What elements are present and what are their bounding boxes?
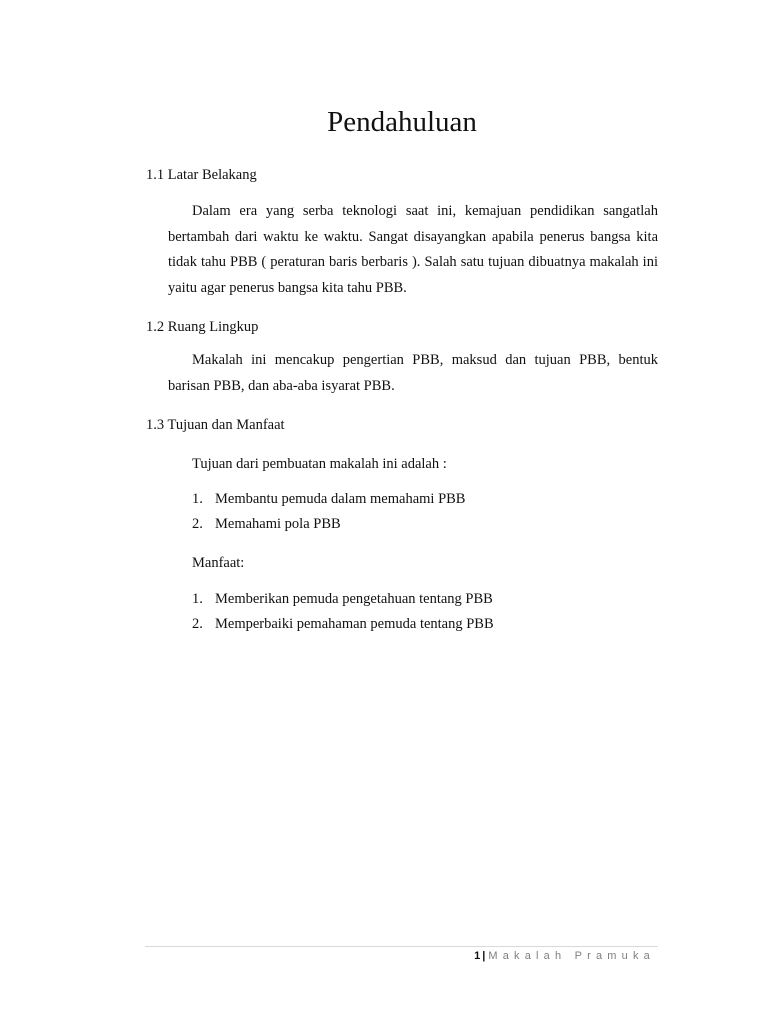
- section-heading-latar-belakang: 1.1 Latar Belakang: [146, 167, 257, 183]
- footer-doc-title: Makalah Pramuka: [488, 950, 655, 962]
- section-heading-tujuan-manfaat: 1.3 Tujuan dan Manfaat: [146, 417, 285, 433]
- list-item-number: 2.: [192, 616, 203, 632]
- list-item-number: 2.: [192, 516, 203, 532]
- page-number: 1: [474, 950, 481, 962]
- list-item-text: Memberikan pemuda pengetahuan tentang PBB: [215, 591, 493, 607]
- goals-list: [192, 490, 465, 540]
- list-item-text: Membantu pemuda dalam memahami PBB: [215, 491, 466, 507]
- list-item-text: Memahami pola PBB: [215, 516, 341, 532]
- list-item-text: Memperbaiki pemahaman pemuda tentang PBB: [215, 616, 494, 632]
- list-item-number: 1.: [192, 591, 203, 607]
- list-item: [192, 590, 494, 615]
- page-footer: [474, 948, 655, 964]
- footer-divider: [145, 946, 658, 947]
- paragraph-latar-belakang: Dalam era yang serba teknologi saat ini, kemajuan pendidikan sangatlah bertambah dari waktu ke waktu. Sangat disayangkan apabila penerus bangsa kita tidak tahu PBB ( peraturan baris berbaris ). Salah satu tujuan dibuatnya makalah ini yaitu agar penerus bangsa kita tahu PBB.: [168, 203, 658, 297]
- list-item: [192, 515, 465, 540]
- section-heading-ruang-lingkup: 1.2 Ruang Lingkup: [146, 319, 259, 335]
- benefits-list: [192, 590, 494, 640]
- list-item-number: 1.: [192, 491, 203, 507]
- goals-intro: Tujuan dari pembuatan makalah ini adalah :: [192, 456, 447, 472]
- list-item: [192, 615, 494, 640]
- paragraph-ruang-lingkup: Makalah ini mencakup pengertian PBB, maksud dan tujuan PBB, bentuk barisan PBB, dan aba-aba isyarat PBB.: [168, 352, 658, 394]
- page-title: Pendahuluan: [327, 106, 477, 138]
- footer-separator: |: [482, 950, 486, 962]
- list-item: [192, 490, 465, 515]
- benefits-label: Manfaat:: [192, 555, 245, 571]
